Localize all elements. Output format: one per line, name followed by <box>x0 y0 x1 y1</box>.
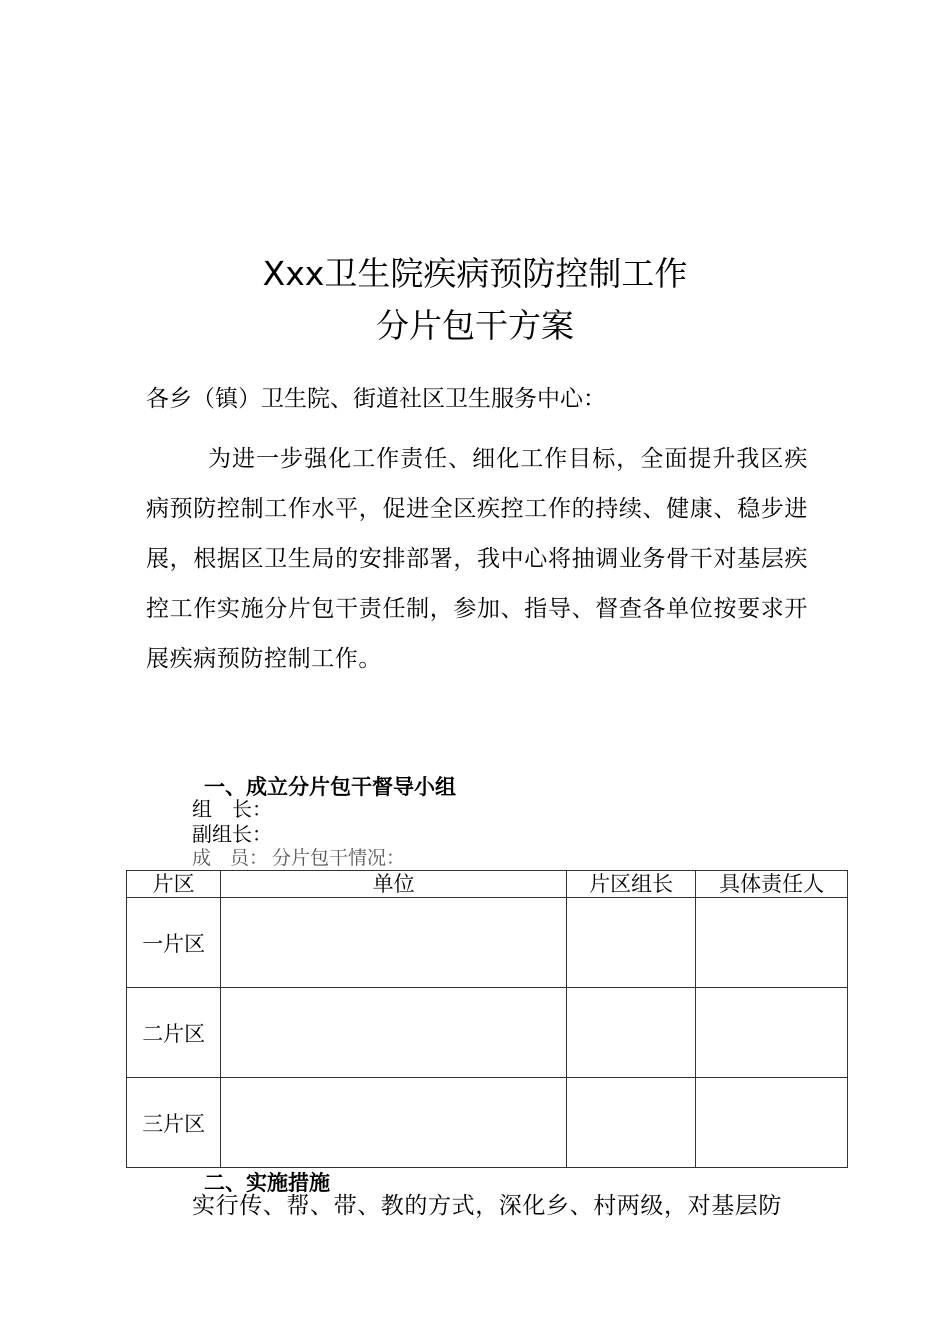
zone-leader-cell <box>566 988 696 1078</box>
zone-leader-cell <box>566 898 696 988</box>
section2-text: 实行传、帮、带、教的方式，深化乡、村两级，对基层防 <box>192 1193 782 1219</box>
intro-paragraph: 为进一步强化工作责任、细化工作目标，全面提升我区疾病预防控制工作水平，促进全区疾控工作的持续、健康、稳步进展，根据区卫生局的安排部署，我中心将抽调业务骨干对基层疾控工作实施分片包干责任制，参加、指导、督查各单位按要求开展疾病预防控制工作。 <box>146 446 808 672</box>
header-zone-leader: 片区组长 <box>566 871 696 898</box>
section1-heading: 一、成立分片包干督导小组 <box>204 775 456 799</box>
salutation: 各乡（镇）卫生院、街道社区卫生服务中心： <box>146 386 606 412</box>
header-responsible: 具体责任人 <box>696 871 848 898</box>
situation-label: 分片包干情况： <box>272 847 406 869</box>
document-title-line2: 分片包干方案 <box>376 306 574 345</box>
members-label: 成 员： <box>192 847 269 869</box>
responsible-cell <box>696 898 848 988</box>
responsible-cell <box>696 1078 848 1168</box>
unit-cell <box>221 988 566 1078</box>
unit-cell <box>221 898 566 988</box>
responsible-cell <box>696 988 848 1078</box>
section2-heading: 二、实施措施 <box>204 1171 330 1195</box>
document-title-line1: Xxx卫生院疾病预防控制工作 <box>262 254 688 293</box>
district-assignment-table <box>126 870 848 1168</box>
leader-line: 组 长： <box>192 797 272 821</box>
table-row <box>127 898 848 988</box>
unit-cell <box>221 1078 566 1168</box>
zone-cell: 三片区 <box>127 1078 221 1168</box>
table-row <box>127 1078 848 1168</box>
deputy-leader-line: 副组长： <box>192 822 272 846</box>
table-row <box>127 988 848 1078</box>
members-line <box>192 846 405 870</box>
header-zone: 片区 <box>127 871 221 898</box>
zone-leader-cell <box>566 1078 696 1168</box>
header-unit: 单位 <box>221 871 566 898</box>
zone-cell: 二片区 <box>127 988 221 1078</box>
zone-cell: 一片区 <box>127 898 221 988</box>
table-header-row <box>127 871 848 898</box>
